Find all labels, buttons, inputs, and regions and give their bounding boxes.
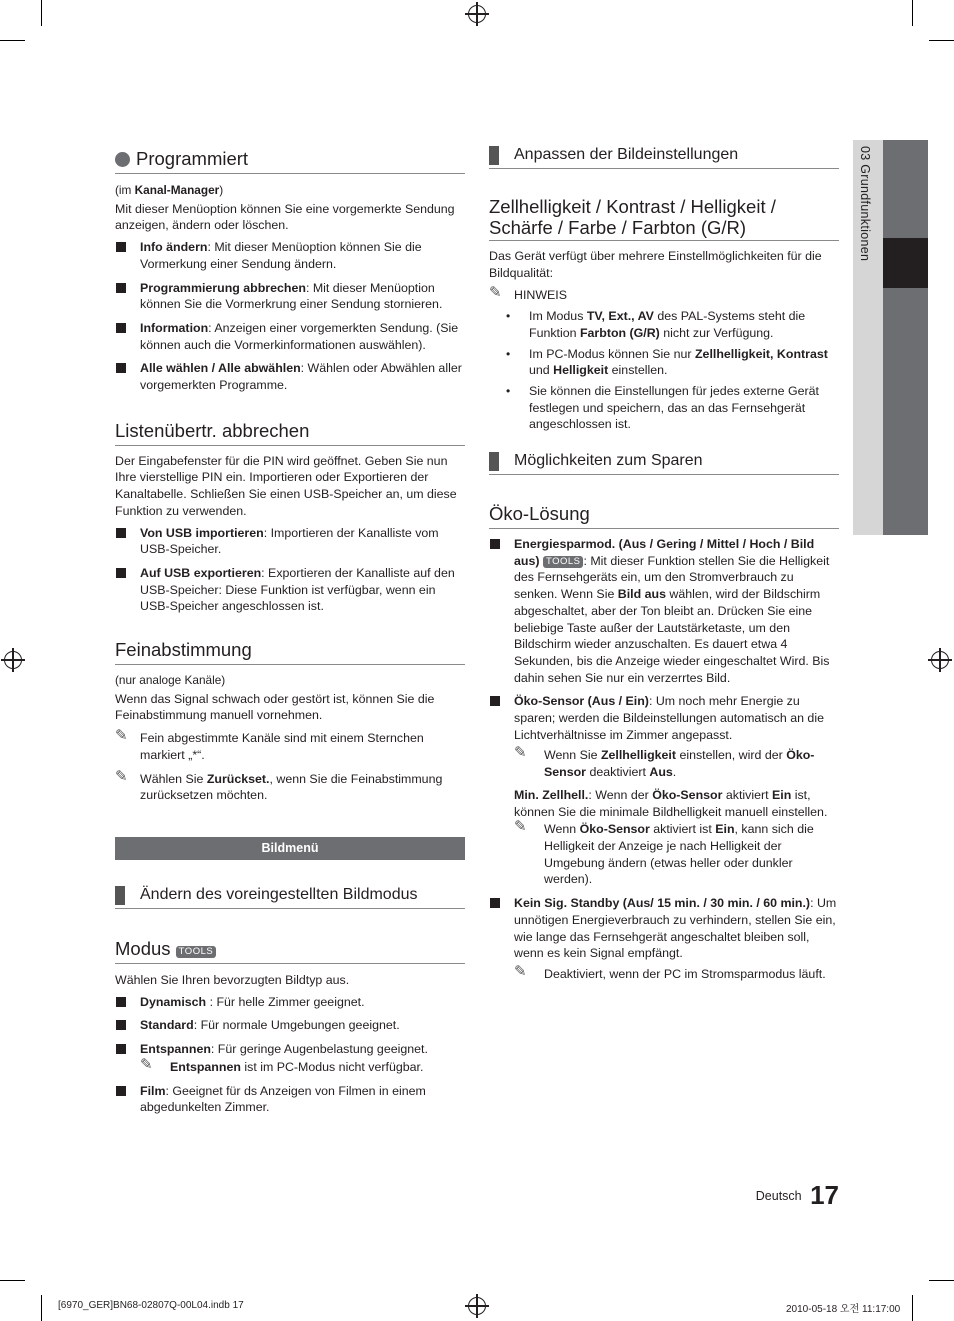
intro-text: Mit dieser Menüoption können Sie eine vorgemerkte Sendung anzeigen, ändern oder löschen. bbox=[115, 201, 455, 233]
list-item: Information: Anzeigen einer vorgemerkten Sendung. (Sie können auch die Vormerkinformationen auswählen). bbox=[115, 320, 465, 353]
pencil-icon: ✎ bbox=[514, 962, 527, 980]
pencil-icon: ✎ bbox=[514, 818, 527, 836]
list-item: Programmierung abbrechen: Mit dieser Menüoption können Sie die Vormerkrung einer Sendung stornieren. bbox=[115, 280, 465, 313]
bullet-item: • Im PC-Modus können Sie nur Zellhelligkeit, Kontrast und Helligkeit einstellen. bbox=[506, 346, 828, 378]
list-item: Öko-Sensor (Aus / Ein): Um noch mehr Energie zu sparen; werden die Bildeinstellungen automatisch an die Lichtverhältnisse im Zimmer angepasst. bbox=[489, 693, 839, 743]
subheading-sparen: Möglichkeiten zum Sparen bbox=[489, 451, 839, 475]
left-column bbox=[115, 148, 465, 1116]
list-item: Alle wählen / Alle abwählen: Wählen oder Abwählen aller vorgemerkten Programme. bbox=[115, 360, 465, 393]
pencil-icon: ✎ bbox=[140, 1055, 153, 1073]
registration-mark-icon bbox=[4, 651, 22, 669]
print-date-info: 2010-05-18 오전 11:17:00 bbox=[786, 1304, 901, 1315]
list-item: Kein Sig. Standby (Aus/ 15 min. / 30 min. / 60 min.): Um unnötigen Energieverbrauch zu verhindern, stellen Sie ein, wie lange das Fernsehgerät angeschaltet bleiben soll, wenn es kein Signal empfängt. bbox=[489, 895, 839, 962]
page-footer bbox=[700, 1180, 839, 1211]
intro-text: Wählen Sie Ihren bevorzugten Bildtyp aus. bbox=[115, 972, 350, 987]
section-listen: Listenübertr. abbrechen bbox=[115, 420, 465, 446]
pencil-icon: ✎ bbox=[115, 767, 128, 785]
side-tab-marker bbox=[883, 238, 928, 288]
section-bar-bildmenu: Bildmenü bbox=[115, 837, 465, 860]
list-item: Standard: Für normale Umgebungen geeignet. bbox=[115, 1017, 465, 1034]
registration-mark-icon bbox=[931, 651, 949, 669]
side-tab-dark bbox=[883, 140, 928, 535]
crop-mark bbox=[0, 1280, 25, 1281]
note-item: ✎ Entspannen ist im PC-Modus nicht verfügbar. bbox=[140, 1055, 424, 1074]
language-label: Deutsch bbox=[755, 1189, 802, 1203]
pencil-icon: ✎ bbox=[489, 284, 502, 302]
list-item: Auf USB exportieren: Exportieren der Kanalliste auf den USB-Speicher: Diese Funktion ist verfügbar, wenn ein USB-Speicher angeschlossen ist. bbox=[115, 565, 465, 615]
context-note: (im Kanal-Manager) bbox=[115, 183, 224, 197]
note-item: ✎ Wenn Öko-Sensor aktiviert ist Ein, kann sich die Helligkeit der Anzeige je nach Helligkeit der Umgebung ändern (etwas heller oder dunkler werden). bbox=[514, 818, 814, 887]
crop-mark bbox=[929, 1280, 954, 1281]
registration-mark-icon bbox=[468, 5, 486, 23]
context-note: (nur analoge Kanäle) bbox=[115, 673, 226, 688]
crop-mark bbox=[912, 1295, 913, 1321]
intro-text: Der Eingabefenster für die PIN wird geöffnet. Geben Sie nun Ihre vierstellige PIN ein. Importieren oder Exportieren der Kanaltabelle. Schließen Sie einen USB-Speicher an, um diese Funktion zu verwenden. bbox=[115, 453, 457, 518]
list-item: Info ändern: Mit dieser Menüoption können Sie die Vormerkung einer Sendung ändern. bbox=[115, 239, 465, 272]
section-modus: Modus TOOLS bbox=[115, 938, 465, 964]
pencil-icon: ✎ bbox=[514, 744, 527, 762]
tools-icon: TOOLS bbox=[543, 556, 584, 568]
crop-mark bbox=[0, 40, 25, 41]
list-item: Entspannen: Für geringe Augenbelastung geeignet. bbox=[115, 1041, 465, 1058]
list-item: Film: Geeignet für ds Anzeigen von Filmen in einem abgedunkelten Zimmer. bbox=[115, 1083, 465, 1116]
list-item: Dynamisch : Für helle Zimmer geeignet. bbox=[115, 994, 465, 1011]
note-item: ✎ Wählen Sie Zurückset., wenn Sie die Feinabstimmung zurücksetzen möchten. bbox=[115, 767, 443, 803]
crop-mark bbox=[41, 1295, 42, 1321]
print-file-info: [6970_GER]BN68-02807Q-00L04.indb 17 bbox=[58, 1300, 244, 1311]
pencil-icon: ✎ bbox=[115, 727, 128, 745]
crop-mark bbox=[929, 40, 954, 41]
note-item: ✎ Fein abgestimmte Kanäle sind mit einem Sternchen markiert „*“. bbox=[115, 727, 424, 762]
intro-text: Das Gerät verfügt über mehrere Einstellmöglichkeiten für die Bildqualität: bbox=[489, 249, 822, 280]
clock-icon bbox=[115, 152, 130, 167]
crop-mark bbox=[912, 0, 913, 26]
subheading-aendern: Ändern des voreingestellten Bildmodus bbox=[115, 885, 465, 909]
right-column bbox=[489, 145, 839, 983]
intro-text: Wenn das Signal schwach oder gestört ist, können Sie die Feinabstimmung manuell vornehmen. bbox=[115, 691, 435, 723]
crop-mark bbox=[41, 0, 42, 26]
registration-mark-icon bbox=[468, 1297, 486, 1315]
list-item: Energiesparmod. (Aus / Gering / Mittel / Hoch / Bild aus) TOOLS : Mit dieser Funktion stellen Sie die Helligkeit des Fernsehgeräts ein, um den Stromverbrauch zu senken. Wenn Sie Bild aus wählen, wird der Bildschirm abgeschaltet, aber der Ton bleibt an. Drücken Sie eine beliebige Taste außer der Lautstärketaste, um den Bildschirm wieder anzuschalten. Es dauert etwa 4 Sekunden, bis die Anzeige wieder eingeschaltet Wird. Bis dahin sehen Sie nur ein verzerrtes Bild. bbox=[489, 536, 839, 686]
note-item: ✎ Deaktiviert, wenn der PC im Stromsparmodus läuft. bbox=[514, 962, 826, 981]
note-item: ✎ Wenn Sie Zellhelligkeit einstellen, wird der Öko-Sensor deaktiviert Aus. bbox=[514, 744, 815, 780]
bullet-item: • Im Modus TV, Ext., AV des PAL-Systems steht die Funktion Farbton (G/R) nicht zur Verfügung. bbox=[506, 309, 806, 340]
page-number: 17 bbox=[810, 1180, 839, 1210]
section-oeko-loesung: Öko-Lösung bbox=[489, 503, 839, 529]
section-zellhelligkeit: Zellhelligkeit / Kontrast / Helligkeit / Schärfe / Farbe / Farbton (G/R) bbox=[489, 196, 776, 238]
subheading-anpassen: Anpassen der Bildeinstellungen bbox=[489, 145, 839, 169]
tools-icon: TOOLS bbox=[176, 946, 217, 958]
list-item: Von USB importieren: Importieren der Kanalliste vom USB-Speicher. bbox=[115, 525, 465, 558]
bullet-item: • Sie können die Einstellungen für jedes externe Gerät festlegen und speichern, das an das Fernsehgerät angeschlossen ist. bbox=[506, 383, 819, 432]
side-tab-label: 03 Grundfunktionen bbox=[858, 146, 872, 262]
section-feinabstimmung: Feinabstimmung bbox=[115, 639, 465, 665]
min-zellhell-text: Min. Zellhell.: Wenn der Öko-Sensor aktiviert Ein ist, können Sie die minimale Bildhelligkeit manuell einstellen. bbox=[514, 787, 828, 819]
hinweis-label: ✎ HINWEIS bbox=[489, 284, 568, 303]
section-programmiert: Programmiert bbox=[115, 148, 465, 174]
